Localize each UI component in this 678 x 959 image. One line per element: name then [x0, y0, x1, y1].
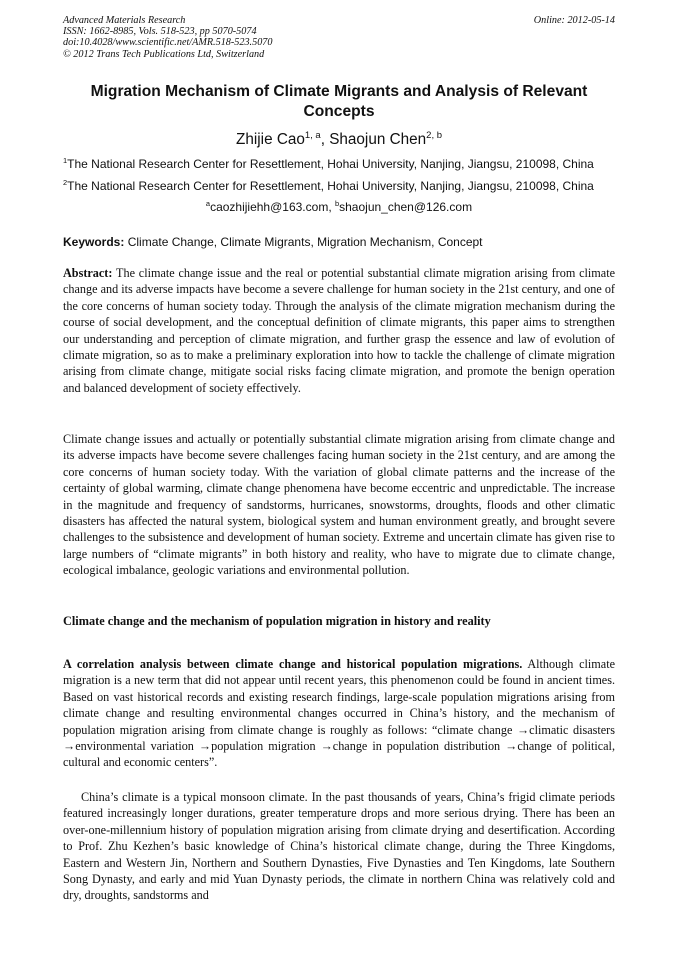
email-a[interactable]: caozhijiehh@163.com: [210, 200, 329, 214]
affiliation-1-sup: 1: [63, 156, 68, 165]
abstract-text: The climate change issue and the real or potential substantial climate migration arising from climate change and its adverse impacts have become a severe challenge for human society in the 21st century, and one of the core concerns of human society today. Through the analysis of the climate migration mechanism during the course of social development, and the conceptual definition of climate migrants, this paper aims to strengthen our understanding and perception of climate migration, and further grasp the essence and law of evolution of climate migration, so as to make a preliminary exploration into how to tackle the challenge of climate migration arising from climate change, mitigate social risks facing climate migration, and promote the benign operation and balanced development of society effectively.: [63, 266, 615, 395]
affiliation-2: [63, 179, 615, 194]
keywords: [63, 235, 615, 250]
journal-header: [63, 15, 615, 60]
keywords-label: Keywords:: [63, 235, 125, 249]
abstract: [63, 265, 615, 396]
email-a-sup: a: [205, 199, 211, 208]
china-climate-paragraph: China’s climate is a typical monsoon climate. In the past thousands of years, China’s frigid climate periods featured increasingly longer durations, greater temperature drops and more serious drying. There has been an over-one-millennium history of population migration arising from climate drying and desertification. According to Prof. Zhu Kezhen’s basic knowledge of China’s historical climate change, during the Three Kingdoms, Eastern and Western Jin, Northern and Southern Dynasties, Five Dynasties and Ten Kingdoms, late Southern Song Dynasty, and early and mid Yuan Dynasty periods, the climate in northern China was relatively cold and dry, droughts, sandstorms and: [63, 790, 615, 903]
email-b[interactable]: shaojun_chen@126.com: [339, 200, 473, 214]
journal-doi: doi:10.4028/www.scientific.net/AMR.518-523.5070: [63, 37, 273, 49]
email-separator: ,: [328, 200, 335, 214]
affiliation-1-text: The National Research Center for Resettlement, Hohai University, Nanjing, Jiangsu, 210098, China: [67, 157, 594, 171]
affiliation-2-sup: 2: [63, 178, 68, 187]
affiliation-1: [63, 157, 615, 172]
author-line: [63, 130, 615, 150]
journal-copyright: © 2012 Trans Tech Publications Ltd, Switzerland: [63, 48, 265, 60]
author-separator: ,: [320, 131, 330, 148]
intro-paragraph: Climate change issues and actually or potentially substantial climate migration arising from climate change and its adverse impacts have become severe challenges facing human society in the 21st century, and are among the core concerns of human society today. With the variation of global climate patterns and the increase of the certainty of global warming, climate change phenomena have become eccentric and unpredictable. The increase in the magnitude and frequency of sandstorms, hurricanes, snowstorms, droughts, floods and other climatic disasters has affected the natural system, biological system and human environment greatly, and brought severe challenges to the subsistence and development of human society. Extreme and uncertain climate has given rise to large numbers of “climate migrants” in both history and reality, who have to migrate due to climate change, ecological imbalance, geologic variations and environmental pollution.: [63, 432, 615, 578]
keywords-text: Climate Change, Climate Migrants, Migration Mechanism, Concept: [127, 235, 483, 249]
journal-issn: ISSN: 1662-8985, Vols. 518-523, pp 5070-5074: [63, 26, 257, 38]
email-line: [63, 200, 615, 215]
abstract-label: Abstract:: [63, 266, 113, 280]
author-2-sup: 2, b: [426, 129, 442, 141]
email-b-sup: b: [334, 199, 340, 208]
online-date: Online: 2012-05-14: [533, 15, 615, 26]
author-2: Shaojun Chen: [329, 131, 427, 148]
subsection-text: Although climate migration is a new term that did not appear until recent years, this phenomenon could be found in ancient times. Based on vast historical records and existing research findings, large-scale population migrations arising from climate change and resulting environmental changes occurred in China’s history, and the mechanism of population migration arising from climate change is roughly as follows: “climate change →climatic disasters →environmental variation →population migration →change in population distribution →change of political, cultural and economic centers”.: [63, 657, 615, 770]
paper-title: Migration Mechanism of Climate Migrants and Analysis of Relevant Concepts: [90, 83, 588, 120]
section-heading: Climate change and the mechanism of population migration in history and reality: [63, 614, 491, 628]
author-1: Zhijie Cao: [236, 131, 305, 148]
affiliation-2-text: The National Research Center for Resettlement, Hohai University, Nanjing, Jiangsu, 210098, China: [67, 179, 594, 193]
subsection-paragraph: [63, 656, 615, 771]
subsection-heading: A correlation analysis between climate change and historical population migrations.: [63, 657, 523, 671]
journal-name: Advanced Materials Research: [63, 15, 186, 26]
author-1-sup: 1, a: [304, 129, 321, 141]
